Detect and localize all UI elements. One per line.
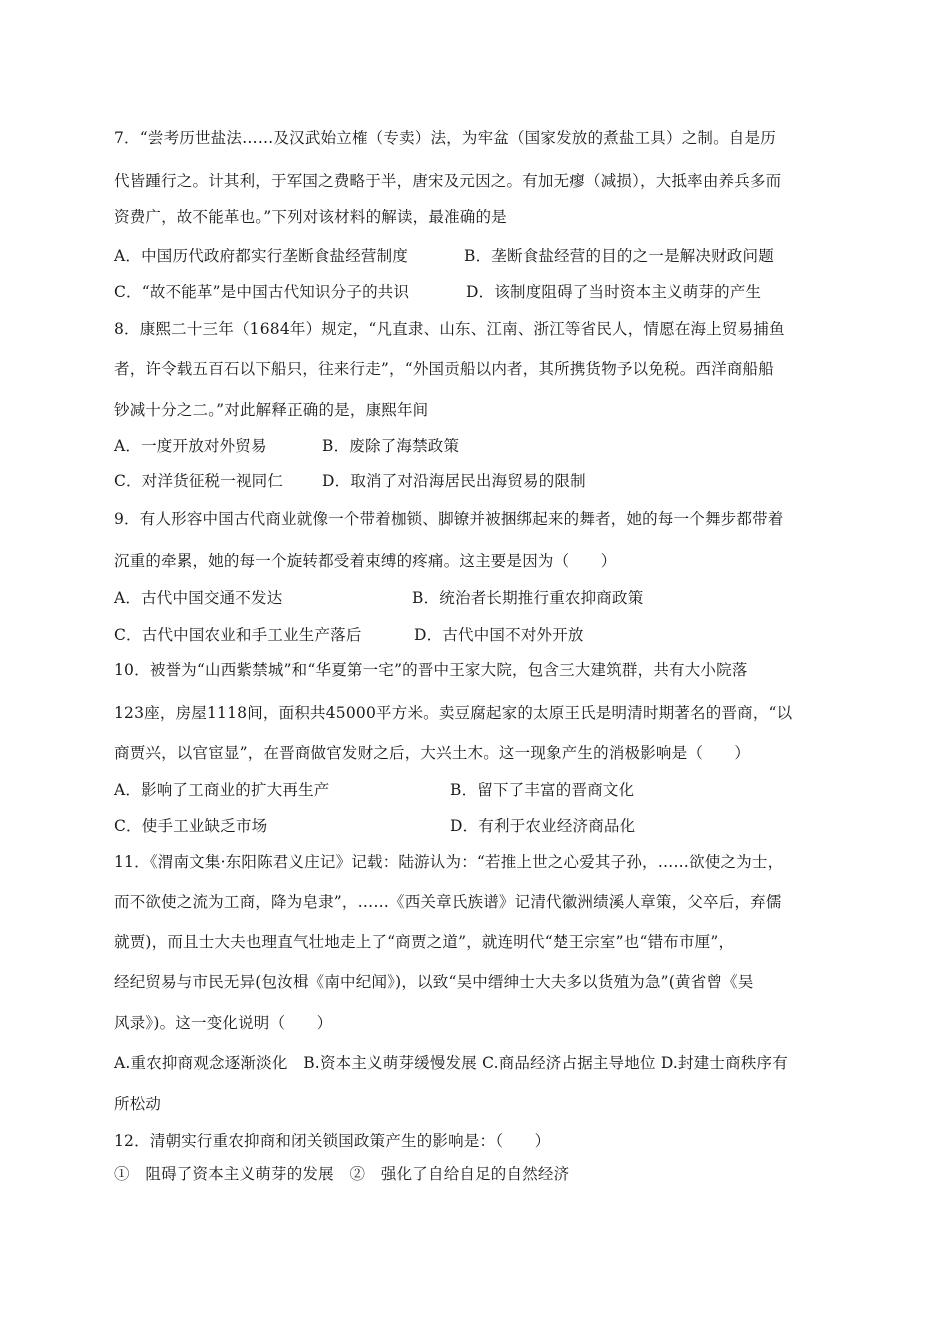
q8-stem-line-2: 者，许令载五百石以下船只，往来行走”，“外国贡船以内者，其所携货物予以免税。西洋商船船 (114, 360, 774, 378)
q11-stem-line-5: 风录》)。这一变化说明（ ） (114, 1014, 333, 1032)
q11-stem-line-2: 而不欲使之流为工商，降为皂隶”，……《西关章氏族谱》记清代徽洲绩溪人章策，父卒后，弃儒 (114, 893, 782, 911)
q10-stem-line-3: 商贾兴，以官宦显”，在晋商做官发财之后，大兴土木。这一现象产生的消极影响是（ ） (114, 744, 751, 762)
q7-option-c: C．“故不能革”是中国古代知识分子的共识 (114, 283, 410, 301)
q9-stem-line-2: 沉重的牵累，她的每一个旋转都受着束缚的疼痛。这主要是因为（ ） (114, 552, 617, 570)
q9-option-b: B．统治者长期推行重农抑商政策 (412, 589, 644, 607)
q7-stem-line-2: 代皆踵行之。计其利，于军国之费略于半，唐宋及元因之。有加无瘳（减损），大抵率由养兵多而 (114, 172, 782, 190)
q11-stem-line-1: 11．《渭南文集·东阳陈君义庄记》记载：陆游认为：“若推上世之心爱其子孙，……欲使之为士， (114, 853, 784, 871)
q8-option-b: B．废除了海禁政策 (322, 437, 460, 455)
q12-stem-line-1: 12．清朝实行重农抑商和闭关锁国政策产生的影响是：（ ） (114, 1132, 551, 1150)
q10-option-c: C．使手工业缺乏市场 (114, 817, 268, 835)
q9-option-a: A．古代中国交通不发达 (114, 589, 283, 607)
q10-stem-line-1: 10．被誉为“山西紫禁城”和“华夏第一宅”的晋中王家大院，包含三大建筑群，共有大小院落 (114, 661, 748, 679)
q7-option-b: B．垄断食盐经营的目的之一是解决财政问题 (464, 247, 774, 265)
q10-stem-line-2: 123座，房屋1118间，面积共45000平方米。卖豆腐起家的太原王氏是明清时期著名的晋商，“以 (114, 704, 793, 722)
q11-options-line: A.重农抑商观念逐渐淡化 B.资本主义萌芽缓慢发展 C.商品经济占据主导地位 D.封建士商秩序有 (114, 1054, 788, 1072)
q7-option-d: D．该制度阻碍了当时资本主义萌芽的产生 (466, 283, 762, 301)
q10-option-d: D．有利于农业经济商品化 (450, 817, 636, 835)
q7-stem-line-3: 资费广，故不能革也。”下列对该材料的解读，最准确的是 (114, 208, 507, 226)
q11-stem-line-4: 经纪贸易与市民无异(包汝楫《南中纪闻》)，以致“吴中缙绅士大夫多以货殖为急”(黄省曾《吴 (114, 973, 754, 991)
q7-stem-line-1: 7．“尝考历世盐法……及汉武始立榷（专卖）法，为牢盆（国家发放的煮盐工具）之制。自是历 (114, 129, 776, 147)
q8-stem-line-1: 8．康熙二十三年（1684年）规定，“凡直隶、山东、江南、浙江等省民人，情愿在海上贸易捕鱼 (114, 320, 785, 338)
q9-option-c: C．古代中国农业和手工业生产落后 (114, 626, 362, 644)
q11-stem-line-3: 就贾)，而且士大夫也理直气壮地走上了“商贾之道”，就连明代“楚王宗室”也“错布市厘”， (114, 933, 735, 951)
q9-stem-line-1: 9．有人形容中国古代商业就像一个带着枷锁、脚镣并被捆绑起来的舞者，她的每一个舞步都带着 (114, 510, 784, 528)
q8-stem-line-3: 钞减十分之二。”对此解释正确的是，康熙年间 (114, 401, 429, 419)
q9-option-d: D．古代中国不对外开放 (414, 626, 584, 644)
q12-items-line: ① 阻碍了资本主义萌芽的发展 ② 强化了自给自足的自然经济 (114, 1165, 570, 1183)
q8-option-c: C．对洋货征税一视同仁 (114, 472, 284, 490)
q8-option-d: D．取消了对沿海居民出海贸易的限制 (322, 472, 586, 490)
q10-option-a: A．影响了工商业的扩大再生产 (114, 781, 330, 799)
q11-options-line-2: 所松动 (114, 1095, 162, 1113)
q8-option-a: A．一度开放对外贸易 (114, 437, 267, 455)
q7-option-a: A．中国历代政府都实行垄断食盐经营制度 (114, 247, 408, 265)
q10-option-b: B．留下了丰富的晋商文化 (450, 781, 635, 799)
